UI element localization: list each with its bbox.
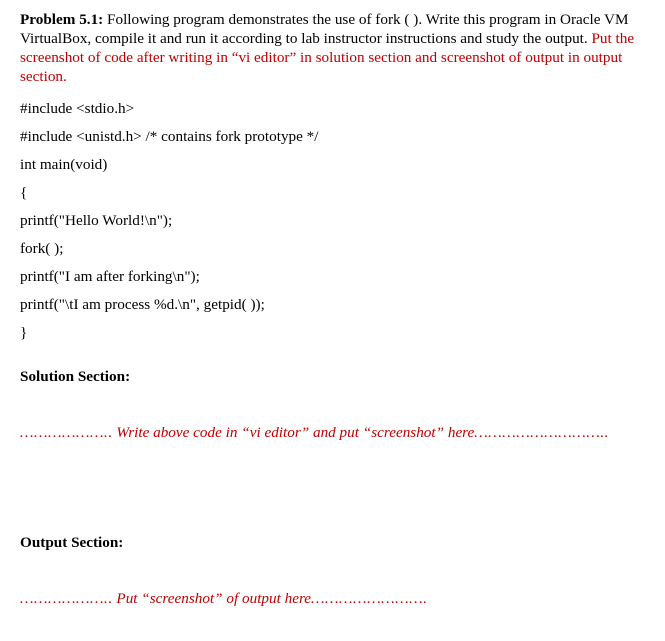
problem-label: Problem 5.1: xyxy=(20,11,104,28)
code-line-include-unistd: #include <unistd.h> /* contains fork prototype */ xyxy=(20,128,319,145)
code-line-main: int main(void) xyxy=(20,156,108,173)
output-placeholder xyxy=(20,590,427,608)
code-line-include-stdio: #include <stdio.h> xyxy=(20,100,135,117)
solution-heading: Solution Section: xyxy=(20,368,131,385)
output-placeholder-text: Put “screenshot” of output here xyxy=(112,590,312,607)
code-line-printf-hello: printf("Hello World!\n"); xyxy=(20,212,173,229)
code-line-printf-pid: printf("\tI am process %d.\n", getpid( )); xyxy=(20,296,265,313)
problem-text: Following program demonstrates the use of fork ( ). Write this program in Oracle VM VirtualBox, compile it and run it according to lab instructor instructions and study the output. xyxy=(20,11,629,47)
solution-lead-dots: ……………….. xyxy=(20,424,113,441)
output-lead-dots: ……………….. xyxy=(20,590,113,607)
output-trail-dots: ……………………. xyxy=(311,590,428,607)
problem-instruction: Put the screenshot of code after writing in “vi editor” in solution section and screenshot of output in output section. xyxy=(20,30,635,85)
solution-placeholder-text: Write above code in “vi editor” and put “screenshot” here xyxy=(112,424,475,441)
output-heading: Output Section: xyxy=(20,534,124,551)
problem-statement xyxy=(20,10,660,86)
code-line-close-brace: } xyxy=(20,324,28,341)
document-page xyxy=(20,10,660,607)
code-line-open-brace: { xyxy=(20,184,28,201)
solution-placeholder xyxy=(20,424,609,442)
code-line-fork: fork( ); xyxy=(20,240,64,257)
code-line-printf-after: printf("I am after forking\n"); xyxy=(20,268,200,285)
solution-trail-dots: ……………………….. xyxy=(474,424,609,441)
